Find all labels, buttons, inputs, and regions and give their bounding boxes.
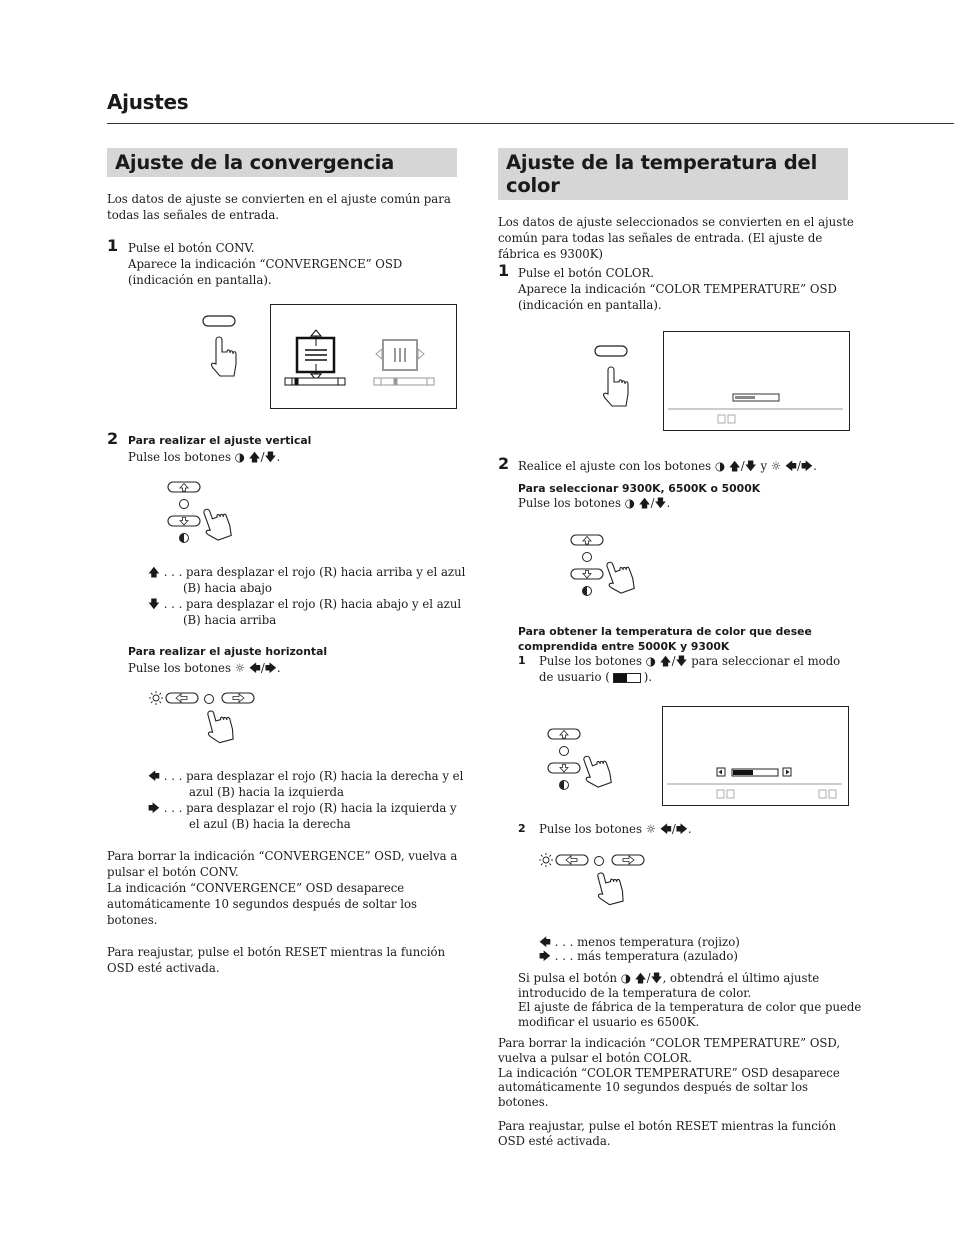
color-temperature-intro: Los datos de ajuste seleccionados se convierten en el ajuste común para todas las señales de entrada. (El ajuste de fábrica es 9300K) bbox=[498, 215, 854, 261]
select-preset-title: Para seleccionar 9300K, 6500K o 5000K bbox=[518, 482, 761, 495]
right-button-icon bbox=[829, 790, 836, 798]
down-button-icon bbox=[718, 415, 725, 423]
contrast-icon bbox=[560, 781, 569, 790]
conv-button-illustration bbox=[200, 314, 240, 384]
horizontal-adjust-title: Para realizar el ajuste horizontal bbox=[128, 645, 328, 658]
color-step-2-text: Realice el ajuste con los botones ◑ 🡅/🡇 y ☼ 🡄/🡆. bbox=[518, 459, 817, 473]
conv-button bbox=[203, 316, 235, 326]
color-clear-text: Para borrar la indicación “COLOR TEMPERATURE” OSD, vuelva a pulsar el botón COLOR. La indicación “COLOR TEMPERATURE” OSD desaparece automáticamente 10 segundos después de soltar los botones. bbox=[498, 1036, 841, 1110]
up-button-icon bbox=[728, 415, 735, 423]
finger-press-icon bbox=[203, 707, 235, 745]
brightness-icon bbox=[149, 691, 163, 705]
select-preset-instruction: Pulse los botones ◑ 🡅/🡇. bbox=[518, 496, 671, 510]
vertical-adjust-title: Para realizar el ajuste vertical bbox=[128, 434, 312, 447]
convergence-clear-text: Para borrar la indicación “CONVERGENCE” OSD, vuelva a pulsar el botón CONV. La indicación “CONVERGENCE” OSD desaparece automáticamente 10 segundos después de soltar los botones. bbox=[107, 849, 458, 927]
up-down-buttons-illustration bbox=[568, 533, 648, 599]
substep-1-text: Pulse los botones ◑ 🡅/🡇 para seleccionar el modo de usuario ( ). bbox=[539, 654, 841, 684]
convergence-step-1-text: Pulse el botón CONV. Aparece la indicación “CONVERGENCE” OSD (indicación en pantalla). bbox=[128, 241, 403, 287]
user-temperature-osd-illustration bbox=[662, 706, 848, 805]
finger-press-icon bbox=[602, 557, 636, 596]
convergence-intro: Los datos de ajuste se convierten en el ajuste común para todas las señales de entrada. bbox=[107, 192, 451, 222]
horizontal-adjust-instruction: Pulse los botones ☼ 🡄/🡆. bbox=[128, 661, 281, 675]
convergence-osd-illustration bbox=[270, 304, 456, 408]
contrast-icon bbox=[583, 587, 592, 596]
last-setting-note: Si pulsa el botón ◑ 🡅/🡇, obtendrá el último ajuste introducido de la temperatura de color. El ajuste de fábrica de la temperatura de color que puede modificar el usuario es 6500K. bbox=[518, 971, 862, 1029]
finger-press-icon bbox=[593, 869, 625, 907]
step-1-number: 1 bbox=[498, 261, 510, 280]
user-mode-icon bbox=[613, 673, 641, 683]
brightness-icon bbox=[539, 853, 553, 867]
color-temperature-heading: Ajuste de la temperatura del color bbox=[498, 148, 848, 200]
left-button-icon bbox=[819, 790, 826, 798]
finger-press-icon bbox=[199, 504, 233, 543]
up-arrow-description: 🡅 . . . para desplazar el rojo (R) hacia arriba y el azul (B) hacia abajo bbox=[148, 565, 466, 595]
convergence-reset-text: Para reajustar, pulse el botón RESET mientras la función OSD esté activada. bbox=[107, 945, 446, 975]
page-title: Ajustes bbox=[107, 90, 189, 114]
finger-press-icon bbox=[212, 337, 236, 376]
up-down-buttons-illustration bbox=[545, 727, 625, 793]
down-button-icon bbox=[717, 790, 724, 798]
left-right-buttons-illustration bbox=[148, 690, 258, 750]
custom-temperature-title: Para obtener la temperatura de color que desee comprendida entre 5000K y 9300K bbox=[518, 625, 812, 653]
convergence-heading: Ajuste de la convergencia bbox=[107, 148, 457, 177]
down-arrow-description: 🡇 . . . para desplazar el rojo (R) hacia abajo y el azul (B) hacia arriba bbox=[148, 597, 462, 627]
less-temperature-description: 🡄 . . . menos temperatura (rojizo) bbox=[539, 935, 740, 949]
color-osd-illustration bbox=[663, 331, 849, 430]
up-down-buttons-illustration bbox=[165, 480, 245, 546]
finger-press-icon bbox=[604, 367, 628, 406]
more-temperature-description: 🡆 . . . más temperatura (azulado) bbox=[539, 949, 738, 963]
color-button bbox=[595, 346, 627, 356]
horizontal-convergence-icon bbox=[376, 340, 424, 370]
right-arrow-description: 🡆 . . . para desplazar el rojo (R) hacia la izquierda y el azul (B) hacia la derecha bbox=[148, 801, 457, 831]
substep-2-number: 2 bbox=[518, 822, 526, 835]
contrast-icon bbox=[180, 534, 189, 543]
substep-2-text: Pulse los botones ☼ 🡄/🡆. bbox=[539, 822, 692, 836]
color-reset-text: Para reajustar, pulse el botón RESET mientras la función OSD esté activada. bbox=[498, 1119, 837, 1148]
up-button-icon bbox=[727, 790, 734, 798]
header-rule bbox=[107, 123, 954, 124]
finger-press-icon bbox=[579, 751, 613, 790]
vertical-adjust-instruction: Pulse los botones ◑ 🡅/🡇. bbox=[128, 450, 281, 464]
horizontal-level-bar bbox=[374, 378, 434, 385]
vertical-level-bar bbox=[285, 378, 345, 385]
vertical-convergence-icon bbox=[297, 330, 334, 380]
color-step-1-text: Pulse el botón COLOR. Aparece la indicación “COLOR TEMPERATURE” OSD (indicación en pantalla). bbox=[518, 266, 837, 312]
step-2-number: 2 bbox=[107, 429, 119, 448]
substep-1-number: 1 bbox=[518, 654, 526, 667]
step-1-number: 1 bbox=[107, 236, 119, 255]
color-button-illustration bbox=[592, 344, 632, 414]
left-right-buttons-illustration bbox=[538, 852, 648, 912]
step-2-number: 2 bbox=[498, 454, 510, 473]
left-arrow-description: 🡄 . . . para desplazar el rojo (R) hacia la derecha y el azul (B) hacia la izquierda bbox=[148, 769, 464, 799]
